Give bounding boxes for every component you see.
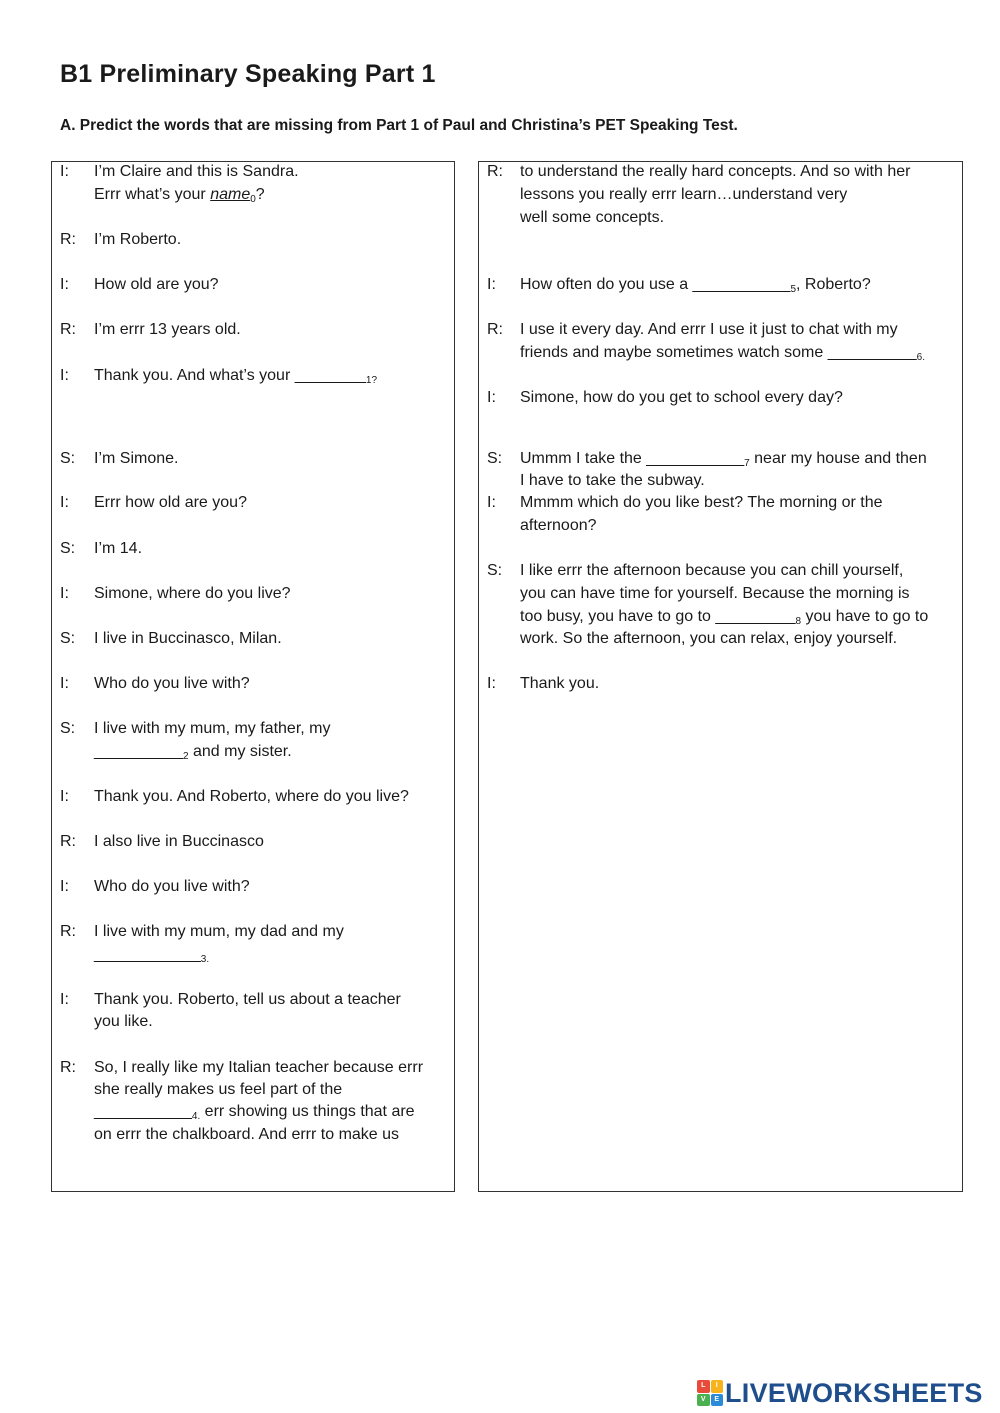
- blank-number: 2: [182, 751, 189, 762]
- speaker-label: I:: [60, 367, 69, 384]
- dialogue-line: afternoon?: [520, 517, 597, 534]
- speaker-label: S:: [487, 562, 503, 579]
- blank[interactable]: too busy, you have to go to _________: [520, 608, 796, 625]
- dialogue-line: I like errr the afternoon because you can chill yourself,: [520, 562, 904, 579]
- blank[interactable]: ___________: [94, 1103, 192, 1120]
- dialogue-line: I live in Buccinasco, Milan.: [94, 630, 282, 647]
- dialogue-line: you like.: [94, 1013, 153, 1030]
- speaker-label: S:: [60, 720, 76, 737]
- speaker-label: I:: [60, 991, 69, 1008]
- instruction: A. Predict the words that are missing from Part 1 of Paul and Christina’s PET Speaking Test.: [60, 117, 738, 134]
- dialogue-line: [520, 342, 925, 367]
- speaker-label: I:: [60, 585, 69, 602]
- speaker-label: I:: [487, 675, 496, 692]
- speaker-label: R:: [487, 321, 503, 338]
- page-title: B1 Preliminary Speaking Part 1: [60, 60, 436, 88]
- dialogue-line: work. So the afternoon, you can relax, enjoy yourself.: [520, 630, 898, 647]
- blank-number: 6.: [916, 352, 926, 363]
- speaker-label: S:: [60, 540, 76, 557]
- dialogue-line: I also live in Buccinasco: [94, 833, 264, 850]
- dialogue-line: to understand the really hard concepts. And so with her: [520, 163, 911, 180]
- speaker-label: R:: [60, 923, 76, 940]
- dialogue-line: Mmmm which do you like best? The morning or the: [520, 494, 883, 511]
- dialogue-line: I live with my mum, my father, my: [94, 720, 331, 737]
- dialogue-line: I’m 14.: [94, 540, 143, 557]
- speaker-label: S:: [60, 450, 76, 467]
- dialogue-line: you can have time for yourself. Because the morning is: [520, 585, 910, 602]
- dialogue-line: Thank you. And Roberto, where do you live?: [94, 788, 409, 805]
- speaker-label: I:: [60, 276, 69, 293]
- liveworksheets-brand[interactable]: [697, 1378, 983, 1408]
- dialogue-line: I live with my mum, my dad and my: [94, 923, 344, 940]
- blank[interactable]: ____________: [94, 946, 201, 963]
- dialogue-line: on errr the chalkboard. And errr to make us: [94, 1126, 400, 1143]
- dialogue-line: lessons you really errr learn…understand very: [520, 186, 848, 203]
- speaker-label: R:: [60, 833, 76, 850]
- dialogue-line: __________2 and my sister.: [94, 743, 292, 762]
- blank-number: 1?: [365, 375, 378, 386]
- blank-number: 7: [744, 458, 750, 469]
- speaker-label: I:: [60, 163, 69, 180]
- speaker-label: I:: [487, 494, 496, 511]
- speaker-label: R:: [60, 231, 76, 248]
- speaker-label: R:: [60, 1059, 76, 1076]
- speaker-label: I:: [60, 675, 69, 692]
- speaker-label: R:: [60, 321, 76, 338]
- speaker-label: R:: [487, 163, 503, 180]
- dialogue-line: Thank you.: [520, 675, 600, 692]
- dialogue-line: I’m Roberto.: [94, 231, 182, 248]
- dialogue-line: I’m errr 13 years old.: [94, 321, 241, 338]
- dialogue-line: Simone, where do you live?: [94, 585, 291, 602]
- dialogue-line: Simone, how do you get to school every day?: [520, 389, 843, 406]
- dialogue-line: she really makes us feel part of the: [94, 1081, 343, 1098]
- blank[interactable]: friends and maybe sometimes watch some __________: [520, 344, 917, 361]
- dialogue-line: Who do you live with?: [94, 675, 250, 692]
- dialogue-line: How old are you?: [94, 276, 219, 293]
- dialogue-line: [94, 365, 377, 390]
- blank[interactable]: Thank you. And what’s your ________: [94, 367, 366, 384]
- example-answer: name: [210, 186, 251, 203]
- liveworksheets-logo-icon: L I V E: [697, 1380, 723, 1406]
- speaker-label: S:: [487, 450, 503, 467]
- speaker-label: S:: [60, 630, 76, 647]
- dialogue-line: How often do you use a ___________5, Roberto?: [520, 276, 871, 295]
- dialogue-line: well some concepts.: [520, 209, 665, 226]
- blank-number: 3.: [200, 954, 210, 965]
- dialogue-line: Who do you live with?: [94, 878, 250, 895]
- dialogue-line: Errr what’s your name0?: [94, 186, 265, 205]
- speaker-label: I:: [60, 788, 69, 805]
- dialogue-line: Ummm I take the ___________7 near my house and then: [520, 450, 927, 469]
- speaker-label: I:: [487, 276, 496, 293]
- speaker-label: I:: [60, 494, 69, 511]
- blank[interactable]: Ummm I take the ___________: [520, 450, 745, 467]
- dialogue-line: Thank you. Roberto, tell us about a teacher: [94, 991, 401, 1008]
- blank[interactable]: __________: [94, 743, 183, 760]
- dialogue-line: I’m Claire and this is Sandra.: [94, 163, 299, 180]
- speaker-label: I:: [487, 389, 496, 406]
- dialogue-line: Errr how old are you?: [94, 494, 247, 511]
- blank-number: 8: [795, 616, 802, 627]
- dialogue-line: I have to take the subway.: [520, 472, 705, 489]
- blank-number: 0: [250, 194, 256, 205]
- dialogue-line: I’m Simone.: [94, 450, 179, 467]
- dialogue-line: too busy, you have to go to _________8 you have to go to: [520, 608, 929, 627]
- dialogue-line: I use it every day. And errr I use it just to chat with my: [520, 321, 898, 338]
- brand-text: LIVEWORKSHEETS: [725, 1377, 983, 1408]
- dialogue-line: ___________4. err showing us things that are: [94, 1103, 415, 1122]
- dialogue-line: [94, 944, 209, 969]
- speaker-label: I:: [60, 878, 69, 895]
- dialogue-line: So, I really like my Italian teacher because errr: [94, 1059, 424, 1076]
- blank[interactable]: How often do you use a ___________: [520, 276, 791, 293]
- blank-number: 5: [790, 284, 796, 295]
- blank-number: 4.: [191, 1111, 201, 1122]
